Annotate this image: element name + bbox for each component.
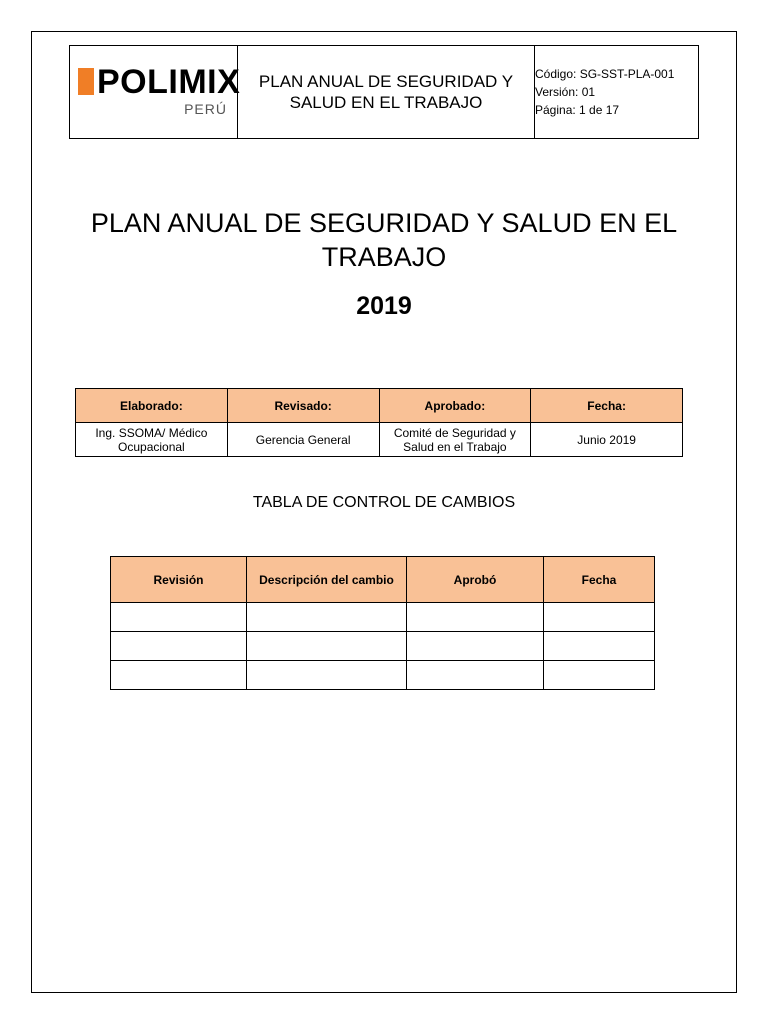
table-cell: [544, 603, 655, 632]
table-row: [111, 661, 655, 690]
table-cell: [247, 661, 407, 690]
table-cell: [407, 661, 544, 690]
change-header-descripcion: Descripción del cambio: [247, 557, 407, 603]
change-header-fecha: Fecha: [544, 557, 655, 603]
document-code: Código: SG-SST-PLA-001: [535, 67, 675, 81]
approval-header-row: [76, 389, 683, 423]
table-cell: [111, 661, 247, 690]
logo-cell: [70, 46, 241, 139]
logo-text: POLIMIX: [97, 63, 241, 101]
approval-value-revisado: Gerencia General: [227, 423, 379, 457]
approval-header-fecha: Fecha:: [531, 389, 683, 423]
change-header-aprobo: Aprobó: [407, 557, 544, 603]
change-control-table: [110, 556, 655, 690]
logo-square-icon: [78, 68, 94, 95]
table-cell: [111, 603, 247, 632]
table-cell: [407, 603, 544, 632]
approval-header-revisado: Revisado:: [227, 389, 379, 423]
approval-value-fecha: Junio 2019: [531, 423, 683, 457]
logo-subtext: PERÚ: [184, 101, 227, 117]
approval-header-elaborado: Elaborado:: [76, 389, 228, 423]
main-year: 2019: [356, 292, 412, 320]
company-logo: [70, 46, 241, 138]
main-title: PLAN ANUAL DE SEGURIDAD Y SALUD EN EL TRABAJO: [90, 208, 678, 272]
table-row: [111, 603, 655, 632]
approval-table: [75, 388, 683, 457]
table-cell: [407, 632, 544, 661]
table-cell: [544, 632, 655, 661]
approval-value-row: [76, 423, 683, 457]
table-row: [111, 632, 655, 661]
header-meta: [535, 46, 699, 139]
change-header-row: [111, 557, 655, 603]
document-page: Página: 1 de 17: [535, 103, 620, 117]
header-title: PLAN ANUAL DE SEGURIDAD Y SALUD EN EL TRABAJO: [238, 46, 535, 139]
approval-value-elaborado: Ing. SSOMA/ Médico Ocupacional: [76, 423, 228, 457]
document-version: Versión: 01: [535, 85, 596, 99]
table-cell: [544, 661, 655, 690]
table-cell: [247, 632, 407, 661]
approval-value-aprobado: Comité de Seguridad y Salud en el Trabajo: [379, 423, 531, 457]
approval-header-aprobado: Aprobado:: [379, 389, 531, 423]
change-header-revision: Revisión: [111, 557, 247, 603]
table-cell: [247, 603, 407, 632]
document-header: [69, 45, 699, 139]
table-cell: [111, 632, 247, 661]
change-control-title: TABLA DE CONTROL DE CAMBIOS: [252, 494, 516, 511]
